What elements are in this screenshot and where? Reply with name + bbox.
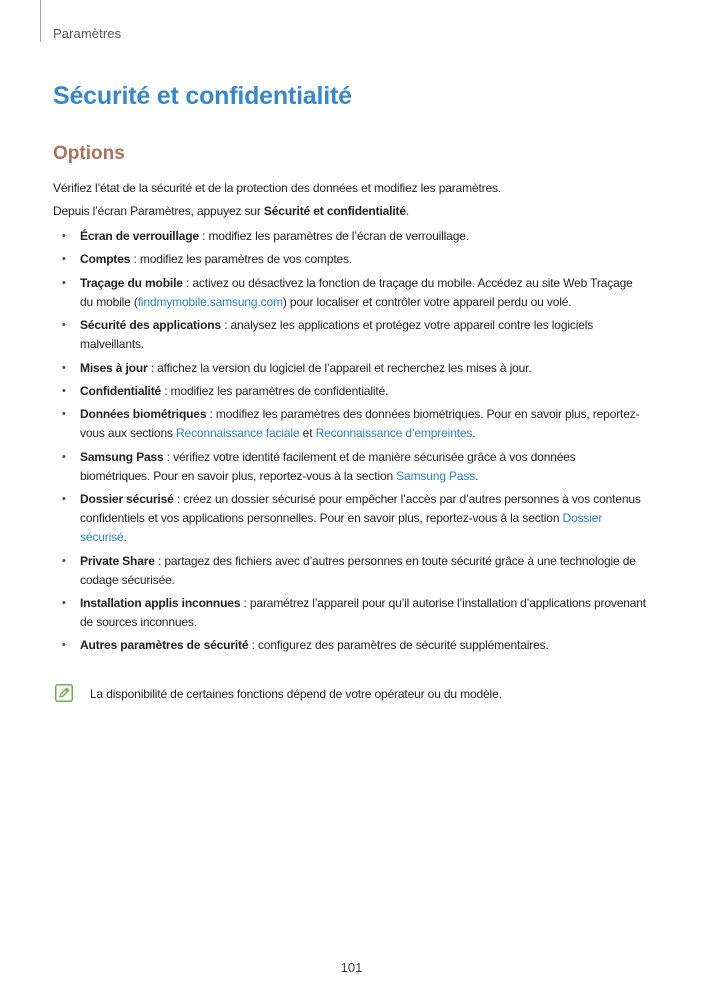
bullet-icon: • bbox=[62, 639, 66, 652]
option-description: : créez un dossier sécurisé pour empêcher l’accès par d’autres personnes à vos contenus confidentiels et vos applications personnelles. Pour en savoir plus, reportez-vous à la section bbox=[80, 492, 641, 526]
note-text: La disponibilité de certaines fonctions dépend de votre opérateur ou du modèle. bbox=[90, 687, 502, 701]
option-description: : paramétrez l’appareil pour qu’il autorise l’installation d’applications provenant de sources inconnues. bbox=[80, 595, 646, 629]
bullet-icon: • bbox=[62, 361, 66, 374]
option-label: Samsung Pass bbox=[80, 449, 164, 464]
bullet-icon: • bbox=[62, 450, 66, 463]
intro-paragraph: Vérifiez l’état de la sécurité et de la protection des données et modifiez les paramètres. bbox=[53, 181, 502, 195]
findmymobile-link[interactable]: findmymobile.samsung.com bbox=[137, 294, 283, 309]
bullet-icon: • bbox=[62, 408, 66, 421]
option-description: : modifiez les paramètres de vos comptes. bbox=[130, 252, 353, 267]
instruction-menu-name: Sécurité et confidentialité bbox=[263, 204, 406, 218]
option-description: : modifiez les paramètres des données biométriques. Pour en savoir plus, reportez-vous aux sections bbox=[80, 407, 640, 441]
option-app-security bbox=[53, 316, 648, 354]
option-label: Private Share bbox=[80, 553, 155, 568]
option-description-end: . bbox=[472, 426, 476, 441]
instruction-prefix: Depuis l’écran Paramètres, appuyez sur bbox=[53, 204, 264, 218]
option-updates bbox=[53, 359, 648, 378]
option-label: Données biométriques bbox=[80, 407, 207, 422]
instruction-suffix: . bbox=[405, 204, 410, 218]
option-lock-screen bbox=[53, 227, 648, 246]
bullet-icon: • bbox=[62, 276, 66, 289]
option-description: : modifiez les paramètres de l’écran de verrouillage. bbox=[198, 229, 469, 243]
option-description: : configurez des paramètres de sécurité supplémentaires. bbox=[248, 638, 549, 653]
option-description: : affichez la version du logiciel de l’appareil et recherchez les mises à jour. bbox=[147, 360, 532, 375]
bullet-icon: • bbox=[62, 230, 66, 242]
bullet-icon: • bbox=[62, 319, 66, 332]
option-label: Traçage du mobile bbox=[80, 275, 183, 290]
option-unknown-apps bbox=[53, 594, 648, 632]
option-label: Dossier sécurisé bbox=[80, 492, 174, 507]
option-label: Installation applis inconnues bbox=[80, 595, 241, 610]
note-icon bbox=[55, 684, 73, 702]
option-secure-folder bbox=[53, 490, 648, 547]
option-samsung-pass bbox=[53, 448, 648, 486]
option-biometrics bbox=[53, 405, 648, 443]
option-description: : partagez des fichiers avec d’autres personnes en toute sécurité grâce à une technologie de codage sécurisée. bbox=[80, 553, 636, 587]
note-box bbox=[53, 683, 653, 705]
options-list bbox=[53, 227, 648, 660]
samsung-pass-link[interactable]: Samsung Pass bbox=[396, 468, 476, 483]
option-privacy bbox=[53, 382, 648, 401]
option-description-end: . bbox=[475, 468, 479, 483]
option-label: Écran de verrouillage bbox=[80, 229, 199, 243]
running-header: Paramètres bbox=[53, 26, 122, 41]
option-label: Confidentialité bbox=[80, 383, 162, 398]
option-label: Autres paramètres de sécurité bbox=[80, 638, 249, 653]
secure-folder-link[interactable]: Dossier sécurisé bbox=[80, 511, 603, 545]
header-rule bbox=[40, 0, 41, 42]
option-label: Mises à jour bbox=[80, 360, 148, 375]
option-other-security bbox=[53, 636, 648, 655]
bullet-icon: • bbox=[62, 253, 66, 266]
section-heading-options: Options bbox=[53, 143, 125, 164]
page-number: 101 bbox=[340, 960, 363, 975]
bullet-icon: • bbox=[62, 596, 66, 609]
face-recognition-link[interactable]: Reconnaissance faciale bbox=[176, 426, 300, 441]
bullet-icon: • bbox=[62, 384, 66, 397]
option-description: : analysez les applications et protégez votre appareil contre les logiciels malveillants. bbox=[80, 318, 594, 352]
page-title: Sécurité et confidentialité bbox=[53, 82, 352, 110]
option-label: Sécurité des applications bbox=[80, 318, 221, 333]
option-accounts bbox=[53, 250, 648, 269]
option-description-mid: et bbox=[299, 426, 316, 441]
option-description: : activez ou désactivez la fonction de traçage du mobile. Accédez au site Web Traçage du mobile ( bbox=[80, 275, 633, 309]
fingerprint-recognition-link[interactable]: Reconnaissance d’empreintes bbox=[315, 426, 473, 441]
option-description: : modifiez les paramètres de confidentialité. bbox=[161, 383, 389, 398]
option-label: Comptes bbox=[80, 252, 131, 267]
bullet-icon: • bbox=[62, 493, 66, 506]
option-find-my-mobile bbox=[53, 274, 648, 312]
bullet-icon: • bbox=[62, 554, 66, 567]
option-description-end: . bbox=[123, 530, 127, 545]
instruction-paragraph bbox=[53, 202, 653, 220]
option-description-end: ) pour localiser et contrôler votre appareil perdu ou volé. bbox=[282, 294, 572, 309]
option-description: : vérifiez votre identité facilement et de manière sécurisée grâce à vos données biométriques. Pour en savoir plus, reportez-vous à la section bbox=[80, 449, 576, 483]
option-private-share bbox=[53, 552, 648, 590]
